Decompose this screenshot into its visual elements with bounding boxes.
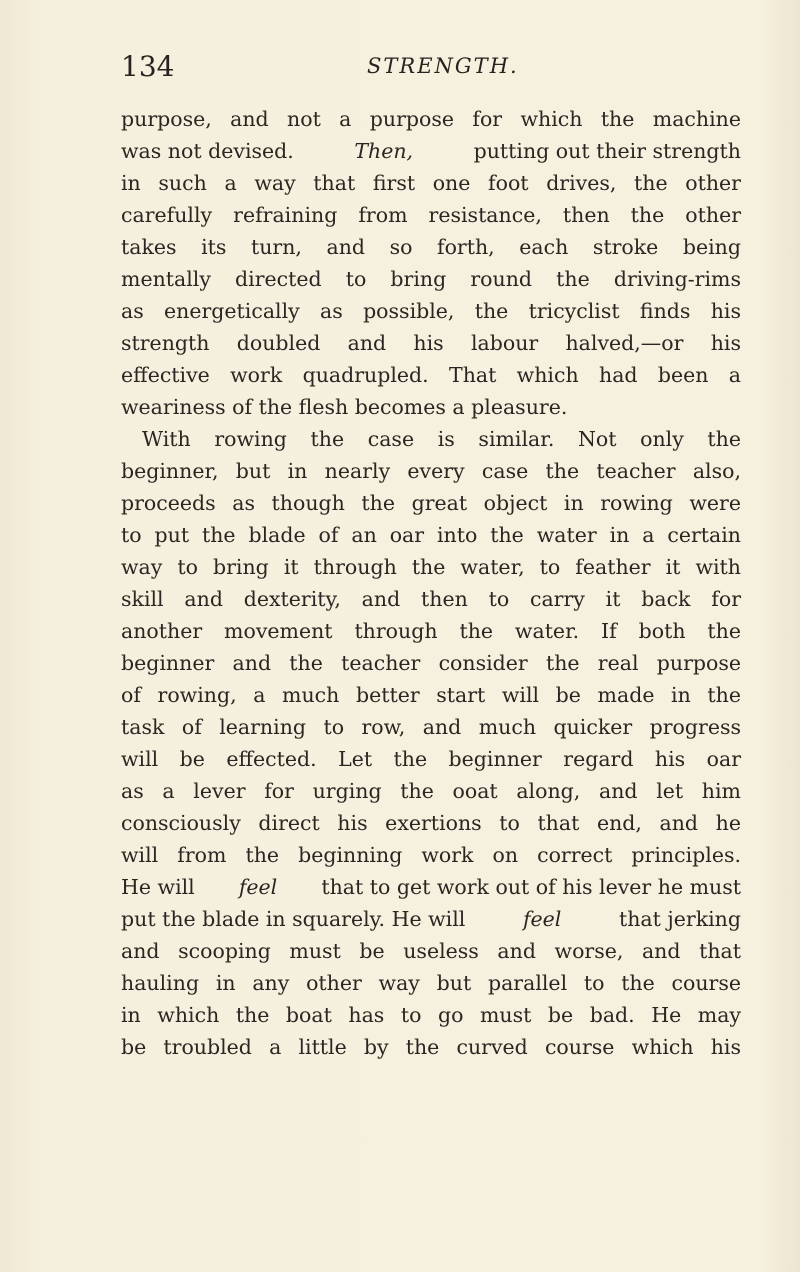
line-text: that jerking xyxy=(618,907,741,931)
text-line xyxy=(121,967,741,999)
line-text: strength doubled and his labour halved,—or his xyxy=(121,331,741,355)
line-text: be troubled a little by the curved course which his xyxy=(121,1035,741,1059)
text-line xyxy=(121,327,741,359)
line-text: He will xyxy=(121,875,195,899)
line-text: carefully refraining from resistance, then the other xyxy=(121,203,741,227)
line-text: that to get work out of his lever he must xyxy=(321,875,741,899)
text-line xyxy=(121,103,741,135)
emphasis-text: Then, xyxy=(354,139,414,163)
text-line xyxy=(121,423,741,455)
text-line xyxy=(121,455,741,487)
text-line xyxy=(121,935,741,967)
line-text: With rowing the case is similar. Not only the xyxy=(142,427,741,451)
page-number: 134 xyxy=(121,50,175,83)
line-text: beginner and the teacher consider the real purpose xyxy=(121,651,741,675)
line-text: way to bring it through the water, to feather it with xyxy=(121,555,741,579)
line-text: was not devised. xyxy=(121,139,294,163)
page-header xyxy=(121,50,741,90)
text-line xyxy=(121,519,741,551)
text-line xyxy=(121,359,741,391)
line-text: task of learning to row, and much quicker progress xyxy=(121,715,741,739)
line-text: as energetically as possible, the tricyclist finds his xyxy=(121,299,741,323)
text-line xyxy=(121,391,741,423)
line-text: putting out their strength xyxy=(473,139,741,163)
text-line xyxy=(121,295,741,327)
text-line xyxy=(121,807,741,839)
emphasis-text: feel xyxy=(238,875,278,899)
line-text: takes its turn, and so forth, each stroke being xyxy=(121,235,741,259)
line-text: as a lever for urging the ooat along, and let him xyxy=(121,779,741,803)
text-line xyxy=(121,551,741,583)
text-line xyxy=(121,743,741,775)
text-line xyxy=(121,231,741,263)
line-text: will be effected. Let the beginner regard his oar xyxy=(121,747,741,771)
line-text: to put the blade of an oar into the water in a certain xyxy=(121,523,741,547)
line-text: in such a way that first one foot drives, the other xyxy=(121,171,741,195)
text-line xyxy=(121,135,741,167)
text-line xyxy=(121,871,741,903)
text-line xyxy=(121,167,741,199)
emphasis-text: feel xyxy=(522,907,562,931)
running-head: STRENGTH. xyxy=(367,54,519,78)
line-text: purpose, and not a purpose for which the machine xyxy=(121,107,741,131)
line-text: weariness of the flesh becomes a pleasure. xyxy=(121,395,568,419)
line-text: in which the boat has to go must be bad. He may xyxy=(121,1003,741,1027)
line-text: beginner, but in nearly every case the teacher also, xyxy=(121,459,741,483)
line-text: mentally directed to bring round the driving-rims xyxy=(121,267,741,291)
line-text: skill and dexterity, and then to carry it back for xyxy=(121,587,741,611)
body-text xyxy=(121,103,741,1063)
text-line xyxy=(121,199,741,231)
text-line xyxy=(121,775,741,807)
text-line xyxy=(121,487,741,519)
line-text: hauling in any other way but parallel to the course xyxy=(121,971,741,995)
text-line xyxy=(121,679,741,711)
text-line xyxy=(121,647,741,679)
line-text: consciously direct his exertions to that end, and he xyxy=(121,811,741,835)
text-line xyxy=(121,583,741,615)
line-text: proceeds as though the great object in rowing were xyxy=(121,491,741,515)
text-line xyxy=(121,711,741,743)
line-text: of rowing, a much better start will be made in the xyxy=(121,683,741,707)
text-line xyxy=(121,263,741,295)
line-text: effective work quadrupled. That which had been a xyxy=(121,363,741,387)
text-line xyxy=(121,839,741,871)
line-text: another movement through the water. If both the xyxy=(121,619,741,643)
line-text: and scooping must be useless and worse, and that xyxy=(121,939,741,963)
text-line xyxy=(121,1031,741,1063)
line-text: put the blade in squarely. He will xyxy=(121,907,466,931)
text-line xyxy=(121,615,741,647)
line-text: will from the beginning work on correct principles. xyxy=(121,843,741,867)
text-line xyxy=(121,999,741,1031)
text-line xyxy=(121,903,741,935)
